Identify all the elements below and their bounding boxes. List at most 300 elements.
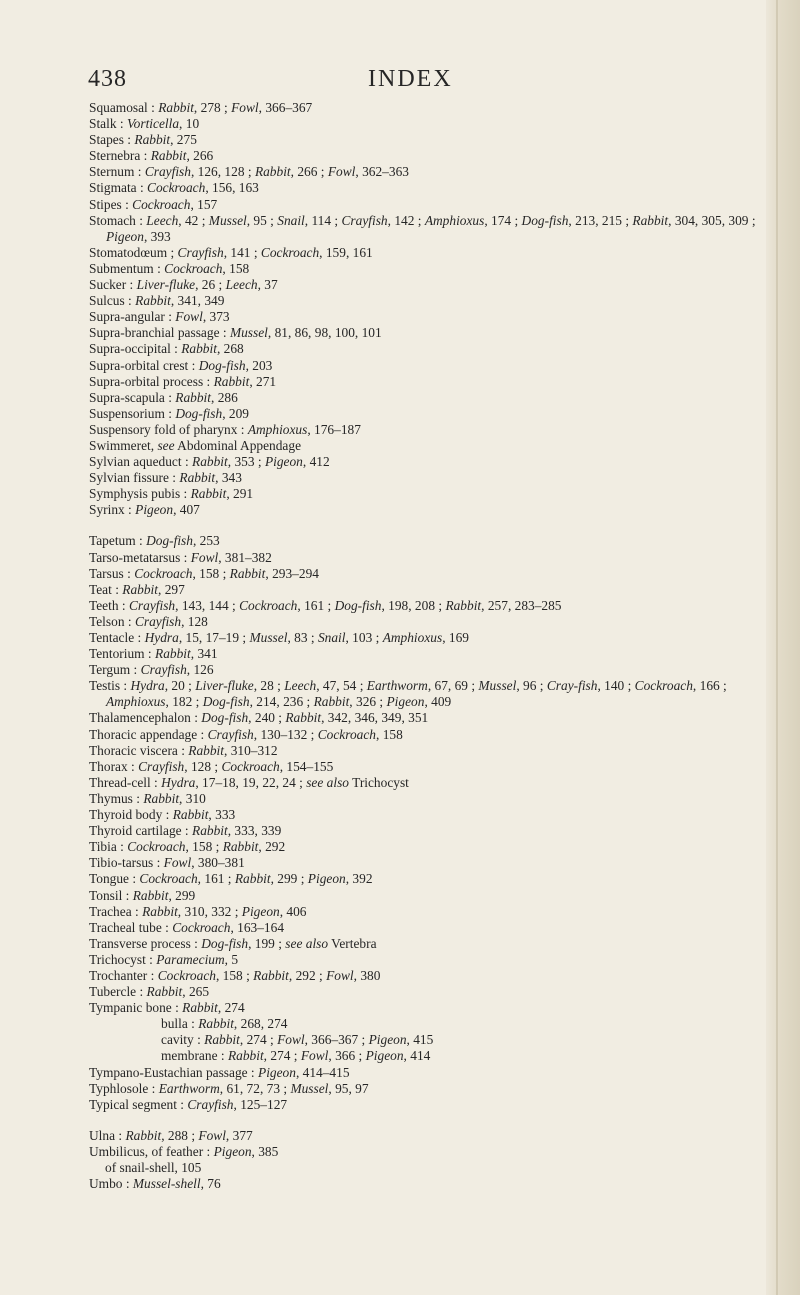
- entry-animal: Dog-fish: [198, 357, 246, 373]
- index-entry: [89, 486, 759, 502]
- entry-term: Stigmata :: [89, 180, 144, 196]
- entry-animal: Rabbit: [142, 903, 178, 919]
- entry-pages: , 385: [251, 1143, 279, 1159]
- page-number: 438: [88, 66, 127, 92]
- entry-animal: Dog-fish: [175, 405, 223, 421]
- entry-animal: Crayfish: [187, 1096, 234, 1112]
- entry-pages: , 158: [376, 726, 403, 742]
- entry-term: Transverse process :: [89, 935, 198, 951]
- entry-pages: , 297: [158, 581, 185, 597]
- entry-term: Thyroid cartilage :: [89, 823, 189, 839]
- entry-animal: Cockroach: [157, 967, 216, 983]
- entry-term: Telson :: [89, 613, 132, 629]
- entry-term: Teat :: [89, 581, 119, 597]
- entry-term: of snail-shell, 105: [105, 1160, 202, 1175]
- entry-pages: , 353 ;: [227, 454, 265, 470]
- entry-animal: Dog-fish: [334, 597, 382, 613]
- entry-animal: Cockroach: [139, 871, 198, 887]
- index-entry: [89, 1000, 759, 1016]
- entry-pages: , 26 ;: [195, 277, 226, 293]
- entry-pages: , 161 ;: [197, 871, 235, 887]
- entry-animal: Crayfish: [207, 726, 254, 742]
- entry-term: Sucker :: [89, 277, 134, 293]
- entry-term: Supra-orbital crest :: [89, 357, 196, 373]
- index-entry: [89, 630, 759, 646]
- entry-pages: , 310–312: [224, 742, 278, 758]
- index-entry: [89, 678, 759, 710]
- entry-pages: , 366 ;: [328, 1048, 366, 1064]
- index-entry: [89, 839, 759, 855]
- index-entry: [89, 197, 759, 213]
- entry-animal: Pigeon: [264, 454, 303, 470]
- entry-pages: , 5: [224, 951, 239, 967]
- entry-animal: Liver-fluke: [136, 277, 196, 293]
- index-entry: [89, 566, 759, 582]
- entry-pages: , 156, 163: [205, 180, 259, 196]
- entry-animal: Mussel-shell: [132, 1176, 201, 1192]
- entry-term: Sternebra :: [89, 148, 148, 164]
- index-entry: [89, 533, 759, 549]
- entry-pages: , 304, 305, 309 ;: [668, 212, 756, 228]
- entry-pages: , 366–367: [258, 100, 313, 115]
- entry-term: Stipes :: [89, 196, 129, 212]
- entry-term: membrane :: [161, 1048, 225, 1064]
- entry-animal: Cockroach: [134, 565, 193, 581]
- entry-term: Tympano-Eustachian passage :: [89, 1064, 255, 1080]
- entry-pages: , 333: [208, 807, 236, 823]
- entry-pages: , 274 ;: [239, 1032, 278, 1048]
- entry-term: Sternum :: [89, 164, 142, 180]
- entry-pages: , 126, 128 ;: [190, 164, 255, 180]
- entry-animal: Fowl: [231, 100, 259, 115]
- page-edge: [766, 0, 800, 1295]
- entry-pages: , 380: [353, 967, 381, 983]
- entry-animal: Snail: [317, 630, 346, 645]
- entry-term: Testis :: [89, 678, 128, 694]
- entry-pages: , 310, 332 ;: [177, 903, 242, 919]
- entry-pages: , 126: [186, 662, 214, 678]
- entry-term: Tarsus :: [89, 565, 131, 581]
- entry-pages: , 81, 86, 98, 100, 101: [267, 325, 382, 341]
- entry-term: Tapetum :: [89, 533, 143, 549]
- entry-pages: , 169: [442, 630, 469, 645]
- entry-pages: , 393: [143, 228, 171, 244]
- entry-animal: Dog-fish: [521, 212, 569, 228]
- entry-animal: Vorticella: [126, 116, 180, 132]
- entry-animal: Crayfish: [341, 212, 388, 228]
- index-group-t: [89, 533, 759, 1112]
- entry-pages: , 266: [186, 148, 214, 164]
- entry-term: Tentorium :: [89, 646, 152, 662]
- entry-animal: Leech: [284, 678, 317, 694]
- entry-animal: Rabbit: [192, 454, 228, 470]
- entry-term: Tibia :: [89, 839, 124, 855]
- entry-pages: , 407: [173, 502, 200, 518]
- entry-pages: , 271: [249, 373, 277, 389]
- see-target: Trichocyst: [349, 774, 409, 790]
- entry-pages: , 159, 161: [319, 244, 373, 260]
- entry-animal: Rabbit: [632, 212, 669, 228]
- entry-pages: , 326 ;: [349, 694, 387, 710]
- entry-animal: Snail: [277, 212, 305, 228]
- entry-pages: , 128: [181, 613, 208, 629]
- entry-pages: , 381–382: [218, 549, 272, 565]
- entry-pages: , 409: [424, 694, 452, 710]
- entry-animal: Cockroach: [164, 260, 223, 276]
- index-entry: [89, 759, 759, 775]
- entry-pages: , 268, 274: [233, 1016, 288, 1032]
- entry-pages: , 61, 72, 73 ;: [219, 1080, 291, 1096]
- index-entry: [89, 148, 759, 164]
- index-entry: [89, 1048, 759, 1064]
- entry-pages: , 128 ;: [184, 758, 222, 774]
- index-entry: [89, 904, 759, 920]
- index-entry: [89, 743, 759, 759]
- index-entry: [89, 984, 759, 1000]
- entry-pages: , 412: [302, 454, 330, 470]
- entry-animal: Amphioxus: [382, 630, 443, 645]
- entry-pages: , 166 ;: [692, 678, 727, 694]
- entry-animal: Amphioxus: [106, 694, 166, 710]
- entry-animal: Rabbit: [253, 967, 289, 983]
- index-entry: [89, 598, 759, 614]
- entry-pages: , 341, 349: [170, 293, 225, 309]
- entry-pages: , 292 ;: [288, 967, 327, 983]
- entry-term: Stapes :: [89, 132, 132, 148]
- entry-animal: Fowl: [198, 1127, 226, 1143]
- entry-animal: Crayfish: [134, 613, 182, 629]
- entry-pages: , 373: [202, 309, 230, 325]
- entry-animal: Crayfish: [177, 244, 224, 260]
- entry-animal: Rabbit: [175, 389, 211, 405]
- index-list: [89, 100, 759, 1192]
- entry-term: Trichocyst :: [89, 951, 153, 967]
- entry-animal: Mussel: [478, 678, 517, 694]
- entry-pages: , 47, 54 ;: [316, 678, 367, 694]
- entry-animal: Cockroach: [634, 678, 693, 694]
- entry-animal: Rabbit: [135, 293, 171, 309]
- entry-term: Syrinx :: [89, 502, 132, 518]
- entry-animal: Rabbit: [146, 984, 183, 1000]
- page-title: INDEX: [368, 66, 453, 92]
- entry-animal: Dog-fish: [201, 710, 249, 726]
- entry-animal: Rabbit: [229, 565, 266, 581]
- index-entry: [89, 582, 759, 598]
- entry-term: Squamosal :: [89, 100, 155, 115]
- entry-animal: Mussel: [229, 325, 268, 341]
- entry-term: Submentum :: [89, 260, 161, 276]
- index-entry: [89, 213, 759, 245]
- entry-pages: , 214, 236 ;: [249, 694, 314, 710]
- entry-animal: Fowl: [326, 967, 354, 983]
- entry-term: Supra-scapula :: [89, 389, 172, 405]
- entry-animal: Leech: [146, 212, 179, 228]
- entry-animal: Crayfish: [144, 164, 191, 180]
- see-reference: see also: [306, 774, 349, 790]
- entry-pages: , 203: [245, 357, 273, 373]
- index-entry: [89, 358, 759, 374]
- entry-term: Typhlosole :: [89, 1080, 156, 1096]
- entry-animal: Rabbit: [132, 887, 169, 903]
- entry-animal: Rabbit: [143, 790, 180, 806]
- entry-pages: , 28 ;: [253, 678, 285, 694]
- entry-pages: , 143, 144 ;: [175, 597, 240, 613]
- entry-animal: Rabbit: [254, 164, 291, 180]
- entry-animal: Rabbit: [155, 646, 191, 662]
- entry-animal: Pigeon: [106, 228, 144, 244]
- entry-pages: , 310: [179, 790, 206, 806]
- entry-animal: Liver-fluke: [195, 678, 254, 694]
- index-group-u: [89, 1128, 759, 1192]
- entry-pages: , 37: [257, 277, 278, 293]
- see-reference: see also: [285, 935, 329, 951]
- entry-animal: Fowl: [277, 1032, 305, 1048]
- entry-pages: , 199 ;: [248, 935, 286, 951]
- index-entry: [89, 1160, 759, 1176]
- index-entry: [89, 470, 759, 486]
- entry-term: Tympanic bone :: [89, 1000, 179, 1016]
- entry-animal: Cockroach: [147, 180, 206, 196]
- entry-animal: Hydra: [144, 630, 179, 645]
- entry-animal: Rabbit: [181, 341, 217, 357]
- entry-pages: , 257, 283–285: [481, 597, 562, 613]
- entry-term: Tongue :: [89, 871, 137, 887]
- entry-pages: , 158 ;: [192, 565, 230, 581]
- entry-animal: Pigeon: [365, 1048, 404, 1064]
- entry-term: bulla :: [161, 1016, 195, 1032]
- entry-animal: Rabbit: [190, 486, 227, 502]
- index-entry: [89, 646, 759, 662]
- entry-animal: Rabbit: [182, 1000, 218, 1016]
- entry-animal: Rabbit: [125, 1127, 162, 1143]
- index-entry: [89, 952, 759, 968]
- entry-pages: , 292: [258, 839, 286, 855]
- entry-pages: , 299 ;: [270, 871, 308, 887]
- entry-pages: , 392: [345, 871, 373, 887]
- entry-animal: Leech: [225, 277, 258, 293]
- index-entry: [89, 775, 759, 791]
- index-entry: [89, 823, 759, 839]
- entry-animal: Pigeon: [368, 1032, 407, 1048]
- index-entry: [89, 807, 759, 823]
- entry-animal: Amphioxus: [424, 212, 485, 228]
- index-entry: [89, 614, 759, 630]
- entry-pages: , 406: [279, 903, 307, 919]
- entry-term: Tonsil :: [89, 887, 130, 903]
- entry-animal: Fowl: [175, 309, 203, 325]
- entry-pages: , 209: [222, 405, 249, 421]
- index-entry: [89, 341, 759, 357]
- entry-pages: , 114 ;: [304, 212, 342, 228]
- entry-pages: , 76: [200, 1176, 221, 1192]
- entry-pages: , 154–155: [279, 758, 334, 774]
- entry-pages: , 95 ;: [246, 212, 278, 228]
- entry-animal: Rabbit: [150, 148, 187, 164]
- index-entry: [89, 438, 759, 454]
- entry-pages: , 274: [217, 1000, 245, 1016]
- entry-animal: Cockroach: [317, 726, 376, 742]
- entry-animal: Fowl: [327, 164, 356, 180]
- entry-animal: Rabbit: [134, 132, 171, 148]
- entry-term: Thalamencephalon :: [89, 710, 198, 726]
- entry-pages: , 174 ;: [484, 212, 522, 228]
- index-entry: [89, 1097, 759, 1113]
- entry-animal: Cockroach: [127, 839, 186, 855]
- entry-term: Thorax :: [89, 758, 135, 774]
- entry-animal: Dog-fish: [202, 694, 250, 710]
- entry-animal: Amphioxus: [247, 421, 308, 437]
- entry-animal: Rabbit: [213, 373, 250, 389]
- entry-animal: Mussel: [290, 1080, 329, 1096]
- entry-pages: , 253: [192, 533, 220, 549]
- entry-pages: , 213, 215 ;: [568, 212, 633, 228]
- index-entry: [89, 277, 759, 293]
- entry-pages: , 125–127: [233, 1096, 288, 1112]
- entry-pages: , 163–164: [230, 919, 285, 935]
- index-entry: [89, 1128, 759, 1144]
- entry-term: Stalk :: [89, 116, 124, 132]
- entry-term: Tergum :: [89, 662, 138, 678]
- index-entry: [89, 936, 759, 952]
- entry-term: Symphysis pubis :: [89, 486, 188, 502]
- index-entry: [89, 502, 759, 518]
- entry-term: Supra-orbital process :: [89, 373, 211, 389]
- entry-term: Swimmeret,: [89, 437, 155, 453]
- entry-term: Sulcus :: [89, 293, 132, 309]
- entry-animal: Pigeon: [386, 694, 425, 710]
- entry-term: Thoracic viscera :: [89, 742, 185, 758]
- index-group-s: [89, 100, 759, 518]
- entry-animal: Cockroach: [239, 597, 298, 613]
- entry-term: Supra-branchial passage :: [89, 325, 227, 341]
- entry-pages: , 83 ;: [287, 630, 318, 645]
- entry-animal: Earthworm: [158, 1080, 220, 1096]
- entry-term: Typical segment :: [89, 1096, 185, 1112]
- index-entry: [89, 888, 759, 904]
- index-entry: [89, 261, 759, 277]
- index-entry: [89, 662, 759, 678]
- entry-pages: , 158 ;: [215, 967, 254, 983]
- entry-pages: , 342, 346, 349, 351: [321, 710, 429, 726]
- entry-term: Thymus :: [89, 790, 140, 806]
- entry-animal: Hydra: [161, 774, 196, 790]
- entry-pages: , 268: [216, 341, 244, 357]
- entry-animal: Fowl: [163, 855, 192, 871]
- entry-pages: , 17–18, 19, 22, 24 ;: [195, 774, 307, 790]
- entry-pages: , 96 ;: [516, 678, 547, 694]
- entry-pages: , 161 ;: [297, 597, 335, 613]
- entry-pages: , 176–187: [307, 421, 361, 437]
- entry-term: Teeth :: [89, 597, 126, 613]
- index-entry: [89, 968, 759, 984]
- entry-pages: , 291: [226, 486, 254, 502]
- index-entry: [89, 727, 759, 743]
- entry-term: Tibio-tarsus :: [89, 855, 161, 871]
- entry-term: Sylvian aqueduct :: [89, 454, 189, 470]
- entry-pages: , 198, 208 ;: [381, 597, 446, 613]
- entry-animal: Cray-fish: [546, 678, 598, 694]
- entry-animal: Rabbit: [313, 694, 350, 710]
- entry-pages: , 278 ;: [193, 100, 232, 115]
- entry-pages: , 286: [211, 389, 238, 405]
- index-entry: [89, 1032, 759, 1048]
- index-entry: [89, 100, 759, 116]
- entry-pages: , 414: [403, 1048, 431, 1064]
- entry-animal: Crayfish: [128, 597, 176, 613]
- entry-animal: Rabbit: [192, 823, 228, 839]
- page-header: [88, 44, 710, 92]
- entry-animal: Crayfish: [138, 758, 185, 774]
- index-entry: [89, 791, 759, 807]
- index-entry: [89, 855, 759, 871]
- entry-animal: Cockroach: [132, 196, 191, 212]
- entry-animal: Rabbit: [227, 1048, 264, 1064]
- entry-pages: , 240 ;: [248, 710, 286, 726]
- entry-term: Trochanter :: [89, 967, 155, 983]
- entry-animal: Rabbit: [222, 839, 259, 855]
- index-entry: [89, 1144, 759, 1160]
- index-entry: [89, 454, 759, 470]
- entry-pages: , 362–363: [355, 164, 409, 180]
- entry-pages: , 299: [168, 887, 196, 903]
- index-entry: [89, 309, 759, 325]
- entry-term: cavity :: [161, 1032, 201, 1048]
- entry-pages: , 182 ;: [165, 694, 203, 710]
- entry-term: Stomatodœum ;: [89, 244, 175, 260]
- entry-term: Tarso-metatarsus :: [89, 549, 188, 565]
- entry-pages: , 333, 339: [227, 823, 282, 839]
- entry-animal: Rabbit: [122, 581, 158, 597]
- entry-animal: Pigeon: [307, 871, 346, 887]
- index-entry: [89, 293, 759, 309]
- entry-term: Sylvian fissure :: [89, 470, 177, 486]
- index-entry: [89, 390, 759, 406]
- entry-animal: Rabbit: [204, 1032, 240, 1048]
- entry-pages: , 130–132 ;: [253, 726, 318, 742]
- entry-pages: , 288 ;: [161, 1127, 199, 1143]
- entry-term: Supra-occipital :: [89, 341, 178, 357]
- entry-term: Tubercle :: [89, 984, 144, 1000]
- index-entry: [89, 550, 759, 566]
- entry-animal: Rabbit: [198, 1016, 234, 1032]
- entry-pages: , 415: [406, 1032, 434, 1048]
- index-entry: [89, 406, 759, 422]
- see-target: Abdominal Appendage: [174, 437, 302, 453]
- entry-animal: Pigeon: [135, 502, 174, 518]
- entry-animal: Cockroach: [221, 758, 280, 774]
- entry-pages: , 343: [215, 470, 242, 486]
- index-entry: [89, 180, 759, 196]
- index-entry: [89, 116, 759, 132]
- entry-animal: Rabbit: [234, 871, 271, 887]
- entry-term: Thread-cell :: [89, 774, 158, 790]
- entry-animal: Crayfish: [140, 662, 187, 678]
- entry-pages: , 377: [225, 1127, 253, 1143]
- index-entry: [89, 1065, 759, 1081]
- index-entry: [89, 871, 759, 887]
- entry-term: Suspensorium :: [89, 405, 172, 421]
- index-entry: [89, 422, 759, 438]
- entry-pages: , 142 ;: [387, 212, 425, 228]
- entry-pages: , 265: [182, 984, 210, 1000]
- entry-pages: , 275: [170, 132, 197, 148]
- entry-pages: , 274 ;: [263, 1048, 301, 1064]
- entry-animal: Pigeon: [213, 1143, 252, 1159]
- entry-animal: Dog-fish: [201, 935, 249, 951]
- entry-pages: , 10: [179, 116, 200, 132]
- entry-term: Thoracic appendage :: [89, 726, 205, 742]
- entry-animal: Fowl: [300, 1048, 329, 1064]
